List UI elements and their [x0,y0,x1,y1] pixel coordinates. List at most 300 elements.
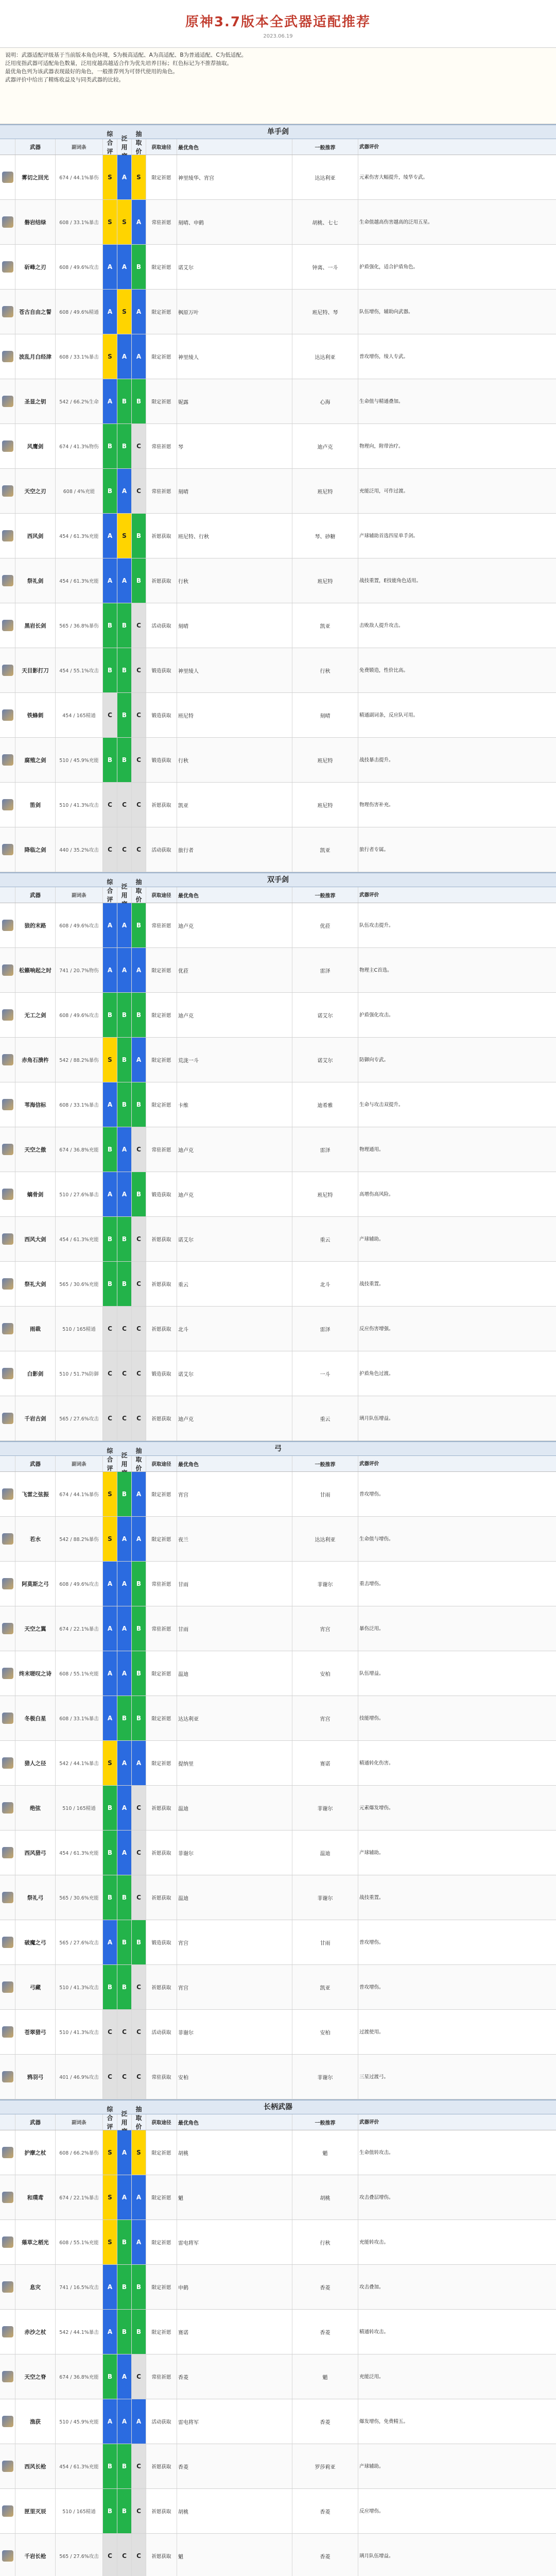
weapon-name: 西风剑 [15,514,56,558]
table-row [0,379,556,424]
grade-badge: C [132,1396,146,1440]
grade-badge: S [132,155,146,199]
weapon-stat: 542 / 88.2%暴伤 [56,1517,103,1561]
grade-badge: C [132,469,146,513]
best-characters: 重云 [177,1262,292,1306]
column-header-g3: 取价 [132,1456,146,1471]
grade-badge: B [132,903,146,947]
weapon-name: 降临之剑 [15,827,56,872]
column-header-best: 最优角色 [177,887,292,903]
grade-badge: A [117,948,132,992]
general-characters: 雷泽 [292,1127,358,1172]
general-characters: 凯亚 [292,603,358,648]
weapon-icon [2,1233,13,1245]
table-row [0,155,556,200]
grade-badge: B [132,1562,146,1606]
weapon-name: 白影剑 [15,1351,56,1396]
weapon-icon-cell [0,1262,15,1306]
column-header-g1: 合评 [103,887,117,903]
weapon-stat: 674 / 36.8%充能 [56,2354,103,2399]
weapon-review: 战技重置。 [359,1281,384,1287]
table-row [0,1038,556,1082]
weapon-icon-cell [0,2055,15,2099]
table-row [0,1651,556,1696]
best-characters: 雷电将军 [177,2399,292,2444]
weapon-name: 阿莫斯之弓 [15,1562,56,1606]
table-row [0,1606,556,1651]
weapon-name: 狼的末路 [15,903,56,947]
best-characters: 神里绫人 [177,648,292,692]
grade-badge: A [117,469,132,513]
grade-badge: C [117,1351,132,1396]
grade-badge: C [103,2534,117,2576]
grade-badge: B [103,1965,117,2009]
grade-badge: B [117,1262,132,1306]
weapon-name: 天空之脊 [15,2354,56,2399]
grade-badge: S [103,1038,117,1082]
grade-badge: B [117,1472,132,1516]
grade-badge: A [132,2399,146,2444]
weapon-review: 普攻增伤。 [359,1939,384,1945]
table-row [0,245,556,290]
grade-badge: B [103,1127,117,1172]
grade-badge: B [103,2489,117,2533]
weapon-icon-cell [0,514,15,558]
obtain-type: 祈愿获取 [146,783,177,827]
general-characters: 班尼特 [292,1172,358,1216]
best-characters: 迪卢克 [177,903,292,947]
obtain-type: 常驻获取 [146,2055,177,2099]
obtain-type: 祈愿获取 [146,1217,177,1261]
weapon-icon-cell [0,1396,15,1440]
obtain-type: 限定祈愿 [146,1696,177,1740]
grade-badge: A [117,334,132,379]
grade-badge: B [117,1082,132,1127]
weapon-icon [2,2371,13,2382]
best-characters: 甘雨 [177,1562,292,1606]
weapon-icon [2,665,13,676]
weapon-stat: 542 / 44.1%暴击 [56,2310,103,2354]
weapon-name: 猎人之径 [15,1741,56,1785]
weapon-review: 产球辅助。 [359,1850,384,1856]
grade-badge: A [117,1831,132,1875]
column-header-g2: 用 [117,139,132,155]
weapon-icon-cell [0,1517,15,1561]
grade-badge: C [117,827,132,872]
weapon-review: 充能转攻击。 [359,2239,389,2245]
obtain-type: 锻造获取 [146,1920,177,1964]
weapon-icon-cell [0,1965,15,2009]
weapon-icon [2,306,13,317]
weapon-icon-cell [0,2220,15,2264]
grade-badge: B [117,993,132,1037]
weapon-stat: 454 / 55.1%攻击 [56,648,103,692]
weapon-review: 战技暴击提升。 [359,757,394,763]
grade-badge: C [132,1307,146,1351]
grade-badge: B [132,1172,146,1216]
grade-badge: B [117,424,132,468]
table-row [0,1127,556,1172]
weapon-icon-cell [0,1038,15,1082]
weapon-name: 和璞鸢 [15,2175,56,2219]
grade-badge: B [103,1831,117,1875]
grade-badge: A [103,948,117,992]
grade-badge: A [132,2175,146,2219]
column-header-icon [0,1456,15,1471]
general-characters: 迪希雅 [292,1082,358,1127]
grade-badge: C [117,2010,132,2054]
weapon-name: 绝弦 [15,1786,56,1830]
weapon-icon-cell [0,2354,15,2399]
weapon-name: 无工之剑 [15,993,56,1037]
general-characters: 雷泽 [292,948,358,992]
weapon-name: 渔获 [15,2399,56,2444]
grade-badge: S [132,2130,146,2175]
grade-badge: C [132,2055,146,2099]
weapon-icon-cell [0,827,15,872]
weapon-stat: 440 / 35.2%攻击 [56,827,103,872]
obtain-type: 限定祈愿 [146,1038,177,1082]
table-row [0,2175,556,2220]
weapon-stat: 674 / 41.3%物伤 [56,424,103,468]
weapon-name: 天空之刃 [15,469,56,513]
table-row [0,1472,556,1517]
grade-badge: A [103,379,117,423]
grade-badge: C [103,693,117,737]
column-header-icon [0,2114,15,2130]
weapon-review: 普攻增伤。 [359,1984,384,1990]
obtain-type: 限定祈愿 [146,334,177,379]
obtain-type: 限定祈愿 [146,2265,177,2309]
grade-badge: B [103,1262,117,1306]
weapon-icon-cell [0,2534,15,2576]
best-characters: 北斗 [177,1307,292,1351]
table-row [0,2055,556,2099]
grade-badge: S [103,1741,117,1785]
grade-badge: A [103,2265,117,2309]
grade-badge: B [103,424,117,468]
best-characters: 妮露 [177,379,292,423]
weapon-review: 防御向专武。 [359,1057,389,1063]
weapon-icon [2,2026,13,2038]
weapon-stat: 510 / 165精通 [56,2489,103,2533]
weapon-icon [2,799,13,810]
weapon-icon-cell [0,1217,15,1261]
weapon-stat: 565 / 27.6%攻击 [56,1396,103,1440]
grade-badge: B [117,2265,132,2309]
column-header-stat: 副词条 [56,1456,103,1471]
best-characters: 申鹤 [177,2265,292,2309]
weapon-stat: 510 / 45.9%充能 [56,2399,103,2444]
column-header-name: 武器 [15,887,56,903]
weapon-icon-cell [0,379,15,423]
weapon-icon [2,1054,13,1065]
obtain-type: 活动获取 [146,603,177,648]
general-characters: 班尼特 [292,558,358,603]
column-header-type: 获取途径 [146,1456,177,1471]
weapon-icon-cell [0,558,15,603]
obtain-type: 锻造获取 [146,693,177,737]
weapon-icon-cell [0,1082,15,1127]
weapon-stat: 565 / 30.6%充能 [56,1262,103,1306]
weapon-icon [2,530,13,541]
best-characters: 温迪 [177,1875,292,1920]
weapon-icon [2,575,13,586]
grade-badge: A [117,2399,132,2444]
weapon-name: 波乱月白经津 [15,334,56,379]
table-row [0,1172,556,1217]
weapon-name: 松籁响起之时 [15,948,56,992]
general-characters: 菲谢尔 [292,1562,358,1606]
weapon-review: 过渡使用。 [359,2029,384,2035]
table-row [0,603,556,648]
grade-badge: A [132,1741,146,1785]
weapon-icon-cell [0,155,15,199]
weapon-icon-cell [0,2010,15,2054]
best-characters: 枫原万叶 [177,290,292,334]
grade-badge: A [103,2310,117,2354]
weapon-name: 磐岩结绿 [15,200,56,244]
grade-badge: S [103,155,117,199]
obtain-type: 祈愿获取 [146,2444,177,2488]
weapon-icon-cell [0,648,15,692]
table-row [0,424,556,469]
grade-badge: A [117,2130,132,2175]
weapon-review: 物理主C首选。 [359,967,392,973]
column-header-type: 获取途径 [146,139,177,155]
grade-badge: B [117,379,132,423]
obtain-type: 限定祈愿 [146,245,177,289]
weapon-name: 雾切之回光 [15,155,56,199]
general-characters: 魈 [292,2354,358,2399]
table-row [0,290,556,334]
weapon-stat: 674 / 36.8%充能 [56,1127,103,1172]
table-row [0,903,556,948]
weapon-review: 战技重置。 [359,1894,384,1901]
weapon-icon-cell [0,1696,15,1740]
weapon-review: 普攻增伤。 [359,1491,384,1497]
column-header-name: 武器 [15,1456,56,1471]
grade-badge: C [132,1831,146,1875]
weapon-icon [2,2416,13,2427]
grade-badge: S [103,2175,117,2219]
grade-badge: S [103,1472,117,1516]
general-characters: 雷泽 [292,1307,358,1351]
best-characters: 温迪 [177,1786,292,1830]
column-header-g3: 取价 [132,2114,146,2130]
grade-badge: C [103,827,117,872]
weapon-review: 队伍增益。 [359,1670,384,1676]
table-row [0,200,556,245]
grade-badge: S [117,514,132,558]
weapon-stat: 510 / 41.3%攻击 [56,783,103,827]
grade-badge: B [117,2489,132,2533]
column-header-gen: 一般推荐 [292,887,358,903]
weapon-icon-cell [0,245,15,289]
column-header-g2: 用 [117,2114,132,2130]
grade-badge: A [117,2354,132,2399]
weapon-review: 生命值与精通叠加。 [359,398,404,404]
obtain-type: 常驻祈愿 [146,1606,177,1651]
header [0,0,556,48]
table-row [0,514,556,558]
weapon-stat: 454 / 61.3%充能 [56,558,103,603]
column-header-g3: 取价 [132,887,146,903]
weapon-stat: 608 / 55.1%充能 [56,1651,103,1696]
grade-badge: A [117,558,132,603]
general-characters: 班尼特 [292,783,358,827]
column-header-best: 最优角色 [177,139,292,155]
grade-badge: B [132,1696,146,1740]
note-line: 说明：武器适配评级基于当前版本角色环境，S为极高适配、A为高适配、B为普通适配、C为低适配。 [5,52,247,58]
column-header-g2: 用 [117,1456,132,1471]
obtain-type: 限定祈愿 [146,290,177,334]
weapon-icon-cell [0,1831,15,1875]
weapon-name: 螭骨剑 [15,1172,56,1216]
weapon-name: 笛剑 [15,783,56,827]
weapon-review: 精通副词条，反应队可用。 [359,712,419,718]
page-date: 2023.06.19 [263,33,293,39]
obtain-type: 常驻祈愿 [146,469,177,513]
general-characters: 班尼特 [292,738,358,782]
grade-badge: B [117,1875,132,1920]
weapon-review: 璃月队伍增益。 [359,1415,394,1421]
grade-badge: C [132,1262,146,1306]
weapon-stat: 741 / 20.7%物伤 [56,948,103,992]
weapon-icon [2,1488,13,1500]
weapon-icon-cell [0,993,15,1037]
best-characters: 神里绫人 [177,334,292,379]
grade-badge: S [103,334,117,379]
obtain-type: 祈愿获取 [146,2489,177,2533]
weapon-icon [2,964,13,976]
weapon-review: 攻击叠层增伤。 [359,2194,394,2200]
general-characters: 达达利亚 [292,334,358,379]
best-characters: 菲谢尔 [177,1831,292,1875]
grade-badge: A [117,245,132,289]
general-characters: 赛诺 [292,1741,358,1785]
weapon-icon [2,2550,13,2562]
weapon-icon [2,216,13,228]
weapon-name: 弓藏 [15,1965,56,2009]
table-row [0,1965,556,2010]
grade-badge: A [117,903,132,947]
weapon-name: 斫峰之刃 [15,245,56,289]
weapon-stat: 510 / 41.3%攻击 [56,1965,103,2009]
grade-badge: C [132,2444,146,2488]
table-row [0,1741,556,1786]
weapon-name: 赤角石溃杵 [15,1038,56,1082]
general-characters: 胡桃、七七 [292,200,358,244]
general-characters: 菲谢尔 [292,1875,358,1920]
general-characters: 钟离、一斗 [292,245,358,289]
weapon-icon [2,1623,13,1634]
weapon-icon [2,1009,13,1021]
best-characters: 荒泷一斗 [177,1038,292,1082]
grade-badge: A [132,1038,146,1082]
grade-badge: S [117,200,132,244]
obtain-type: 限定祈愿 [146,2130,177,2175]
grade-badge: A [132,290,146,334]
obtain-type: 限定祈愿 [146,948,177,992]
best-characters: 胡桃 [177,2489,292,2533]
grade-badge: B [132,558,146,603]
weapon-review: 旅行者专属。 [359,846,389,853]
weapon-review: 生命值与增伤。 [359,1536,394,1542]
grade-badge: B [103,738,117,782]
weapon-stat: 454 / 61.3%充能 [56,514,103,558]
grade-badge: A [103,2399,117,2444]
table-row [0,2354,556,2399]
grade-badge: C [132,603,146,648]
table-header [0,1456,556,1472]
weapon-review: 充能泛用。 [359,2374,384,2380]
weapon-stat: 674 / 44.1%暴伤 [56,1472,103,1516]
general-characters: 重云 [292,1217,358,1261]
grade-badge: A [103,1651,117,1696]
weapon-icon [2,1847,13,1858]
weapon-section [0,872,556,1441]
grade-badge: C [132,2489,146,2533]
weapon-name: 薙草之稻光 [15,2220,56,2264]
table-row [0,2010,556,2055]
weapon-icon [2,920,13,931]
general-characters: 安柏 [292,2010,358,2054]
best-characters: 琴 [177,424,292,468]
best-characters: 凯亚 [177,783,292,827]
general-characters: 罗莎莉亚 [292,2444,358,2488]
grade-badge: B [132,1920,146,1964]
column-header-g1: 合评 [103,1456,117,1471]
grade-badge: A [132,1472,146,1516]
grade-badge: C [117,1307,132,1351]
column-header-type: 获取途径 [146,887,177,903]
grade-badge: A [103,1172,117,1216]
general-characters: 魈 [292,2130,358,2175]
table-row [0,558,556,603]
best-characters: 刻晴、申鹤 [177,200,292,244]
table-row [0,2444,556,2489]
weapon-icon-cell [0,2310,15,2354]
obtain-type: 祈愿获取 [146,1786,177,1830]
note-line: 泛用度指武器可适配角色数量，泛用度越高越适合作为优先培养目标；红色标记为不推荐抽取。 [5,60,232,66]
weapon-stat: 608 / 66.2%暴伤 [56,2130,103,2175]
weapon-icon-cell [0,290,15,334]
weapon-icon-cell [0,2130,15,2175]
weapon-section [0,1441,556,2099]
weapon-review: 攻击叠加。 [359,2284,384,2290]
weapon-stat: 674 / 44.1%暴伤 [56,155,103,199]
grade-badge: C [132,693,146,737]
obtain-type: 祈愿获取 [146,558,177,603]
grade-badge: B [103,993,117,1037]
weapon-review: 精通转化伤害。 [359,1760,394,1766]
weapon-review: 暴伤泛用。 [359,1625,384,1632]
best-characters: 宵宫 [177,1472,292,1516]
grade-badge: B [117,1920,132,1964]
table-row [0,1396,556,1441]
table-row [0,1217,556,1262]
grade-badge: S [117,290,132,334]
weapon-stat: 608 / 49.6%攻击 [56,245,103,289]
table-body [0,155,556,872]
weapon-icon [2,1937,13,1948]
grade-badge: A [103,558,117,603]
general-characters: 胡桃 [292,2175,358,2219]
table-row [0,2220,556,2265]
grade-badge: B [117,1217,132,1261]
table-row [0,738,556,783]
